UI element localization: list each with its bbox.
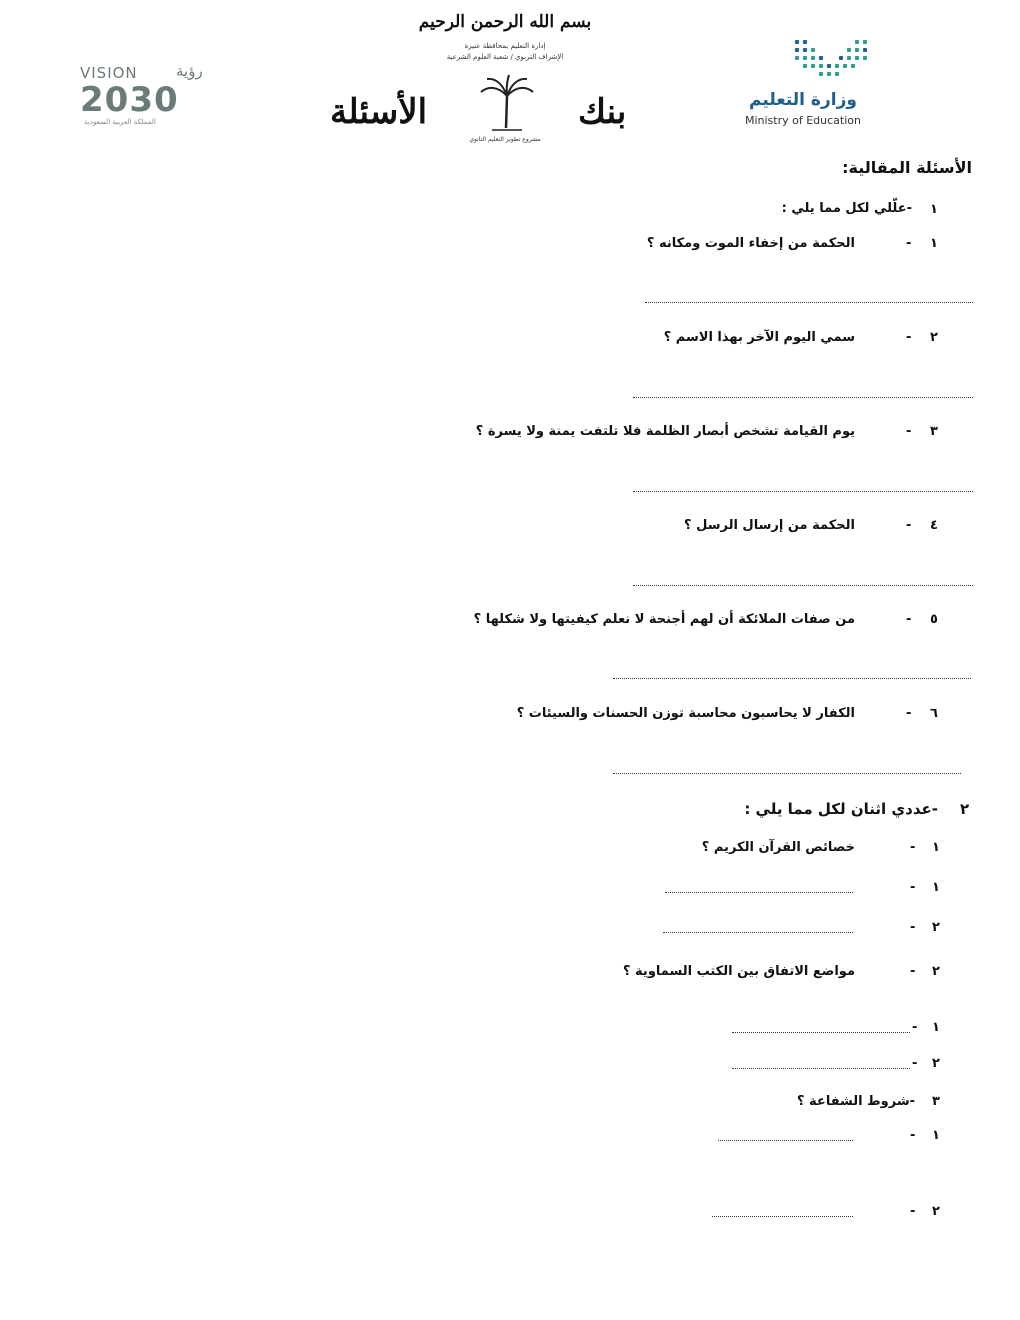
q1-item-6-answer-line[interactable] xyxy=(613,773,961,774)
header xyxy=(0,0,1020,160)
q1-item-1-number: ١ xyxy=(930,236,938,251)
ministry-name-arabic: وزارة التعليم xyxy=(749,90,857,110)
q1-item-2-answer-line[interactable] xyxy=(633,397,973,398)
q2-group-1-sub-2-dash: - xyxy=(910,920,916,935)
q2-group-1-number: ١ xyxy=(932,840,940,855)
brand-word-questions: الأسئلة xyxy=(330,92,428,132)
q2-group-3-sub-1-number: ١ xyxy=(932,1128,940,1143)
q1-title: -علّلي لكل مما يلي : xyxy=(781,201,912,216)
q2-group-2-sub-2-answer-line[interactable] xyxy=(732,1068,910,1069)
q2-group-2-sub-1-answer-line[interactable] xyxy=(732,1032,910,1033)
q2-group-1-sub-1-answer-line[interactable] xyxy=(665,892,853,893)
q2-group-3-sub-2-dash: - xyxy=(910,1204,916,1219)
q2-group-1-text: خصائص القرآن الكريم ؟ xyxy=(701,840,855,855)
section-title: الأسئلة المقالية: xyxy=(842,158,972,177)
ministry-logo xyxy=(730,40,870,130)
q1-item-3-text: يوم القيامة تشخص أبصار الظلمة فلا تلتفت يمنة ولا يسرة ؟ xyxy=(475,424,855,439)
vision-2030-logo xyxy=(80,64,235,134)
ministry-name-english: Ministry of Education xyxy=(744,114,861,127)
q2-group-3-text: -شروط الشفاعة ؟ xyxy=(796,1094,915,1109)
vision-word: VISION xyxy=(80,64,138,82)
basmala: بسم الله الرحمن الرحيم xyxy=(418,12,592,32)
q2-group-2-dash: - xyxy=(910,964,916,979)
q2-group-2-sub-2-number: ٢ xyxy=(932,1056,940,1071)
vision-subtitle: المملكة العربية السعودية xyxy=(84,118,156,126)
q1-item-6-text: الكفار لا يحاسبون محاسبة توزن الحسنات والسيئات ؟ xyxy=(516,706,855,721)
q2-group-3-number: ٣ xyxy=(932,1094,940,1109)
q1-item-4-answer-line[interactable] xyxy=(633,585,973,586)
q2-group-2-number: ٢ xyxy=(932,964,940,979)
q2-group-3-sub-1-dash: - xyxy=(910,1128,916,1143)
office-line-1: إدارة التعليم بمحافظة عنيزة xyxy=(464,42,546,50)
q1-item-5-dash: - xyxy=(906,612,912,627)
q2-group-3-sub-1-answer-line[interactable] xyxy=(718,1140,853,1141)
q2-group-2-sub-1-number: ١ xyxy=(932,1020,940,1035)
palm-tree-icon xyxy=(478,74,536,134)
vision-year: 2030 xyxy=(80,80,179,120)
q1-item-4-text: الحكمة من إرسال الرسل ؟ xyxy=(684,518,855,533)
q1-item-6-dash: - xyxy=(906,706,912,721)
q2-group-3-sub-2-answer-line[interactable] xyxy=(712,1216,853,1217)
q1-number: ١ xyxy=(930,202,938,217)
q1-item-1-answer-line[interactable] xyxy=(645,302,973,303)
q1-item-3-number: ٣ xyxy=(930,424,938,439)
q2-group-3-sub-2-number: ٢ xyxy=(932,1204,940,1219)
q1-item-2-text: سمي اليوم الآخر بهذا الاسم ؟ xyxy=(663,330,855,345)
q2-group-2-text: مواضع الاتفاق بين الكتب السماوية ؟ xyxy=(622,964,855,979)
q1-item-2-number: ٢ xyxy=(930,330,938,345)
q1-item-1-dash: - xyxy=(906,236,912,251)
q1-item-5-answer-line[interactable] xyxy=(613,678,971,679)
q1-item-2-dash: - xyxy=(906,330,912,345)
q2-number: ٢ xyxy=(960,800,970,818)
q2-group-1-sub-1-number: ١ xyxy=(932,880,940,895)
q2-group-2-sub-1-dash: - xyxy=(912,1020,918,1035)
brand-subtitle: مشروع تطوير التعليم الثانوي xyxy=(469,136,541,143)
q2-group-1-sub-2-answer-line[interactable] xyxy=(663,932,853,933)
q1-item-5-number: ٥ xyxy=(930,612,938,627)
q2-group-2-sub-2-dash: - xyxy=(912,1056,918,1071)
q2-title: -عددي اثنان لكل مما يلي : xyxy=(744,800,938,818)
q2-group-1-dash: - xyxy=(910,840,916,855)
brand-word-bank: بنك xyxy=(578,92,627,132)
q1-item-1-text: الحكمة من إخفاء الموت ومكانه ؟ xyxy=(646,236,855,251)
office-line-2: الإشراف التربوي / شعبة العلوم الشرعية xyxy=(446,53,564,61)
q1-item-4-dash: - xyxy=(906,518,912,533)
q2-group-1-sub-1-dash: - xyxy=(910,880,916,895)
q1-item-3-answer-line[interactable] xyxy=(633,491,973,492)
q1-item-6-number: ٦ xyxy=(930,706,938,721)
q1-item-4-number: ٤ xyxy=(930,518,938,533)
q1-item-5-text: من صفات الملائكة أن لهم أجنحة لا نعلم كيفيتها ولا شكلها ؟ xyxy=(473,612,855,627)
q1-item-3-dash: - xyxy=(906,424,912,439)
q2-group-1-sub-2-number: ٢ xyxy=(932,920,940,935)
ministry-dots-icon xyxy=(795,40,870,80)
vision-arabic: رؤية xyxy=(176,62,203,80)
